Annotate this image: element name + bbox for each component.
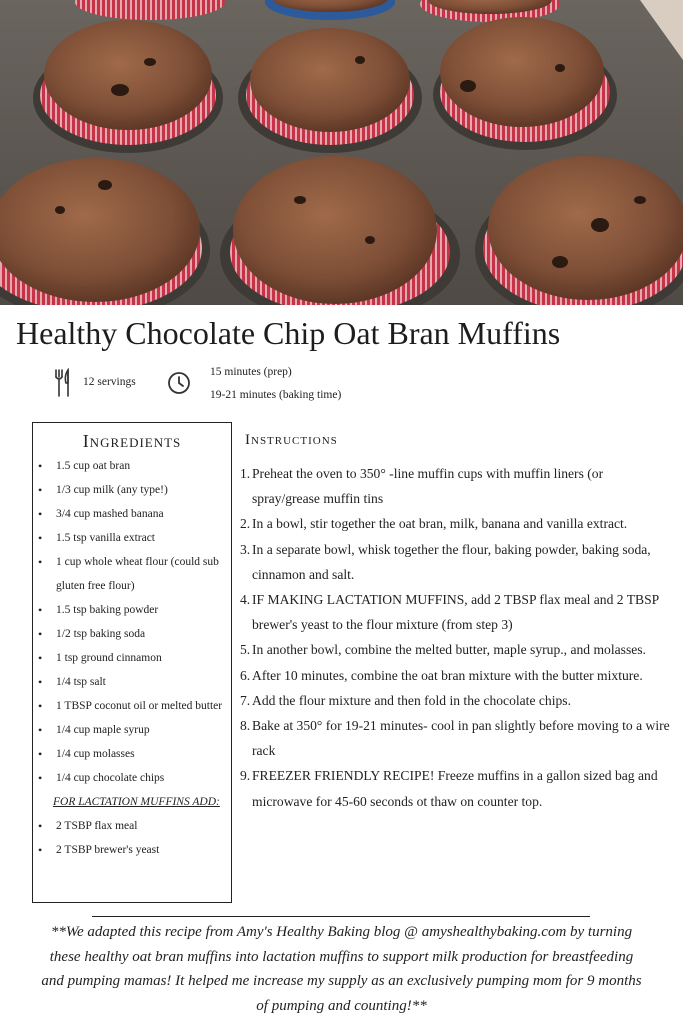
ingredient-item: • 1 cup whole wheat flour (could sub gluten free flour): [38, 550, 230, 598]
footer-divider: [92, 916, 590, 917]
step-number: 8.: [240, 718, 251, 734]
step-number: 9.: [240, 768, 251, 784]
instructions-list: [240, 461, 672, 814]
bake-time: 19-21 minutes (baking time): [210, 389, 342, 401]
instruction-step: [240, 763, 672, 813]
step-text: Preheat the oven to 350° -line muffin cups with muffin liners (or spray/grease muffin tins: [252, 466, 604, 507]
step-text: In another bowl, combine the melted butter, maple syrup., and molasses.: [252, 642, 646, 658]
step-number: 5.: [240, 642, 251, 658]
ingredient-item: • 1 tsp ground cinnamon: [38, 646, 230, 670]
step-text: In a bowl, stir together the oat bran, milk, banana and vanilla extract.: [252, 516, 628, 532]
step-text: After 10 minutes, combine the oat bran mixture with the butter mixture.: [252, 667, 643, 683]
ingredients-list: [38, 454, 230, 862]
instruction-step: [240, 511, 672, 536]
time-info: [210, 361, 341, 407]
ingredient-item: • 1/4 cup maple syrup: [38, 718, 230, 742]
step-number: 7.: [240, 692, 251, 708]
instructions-heading: Instructions: [245, 432, 338, 448]
servings: 12 servings: [83, 376, 136, 388]
muffin-photo: [0, 0, 683, 305]
footer-note: **We adapted this recipe from Amy's Healthy Baking blog @ amyshealthybaking.com by turning these healthy oat bran muffins into lactation muffins to support milk production for breastfeeding and pumping mamas! It helped me increase my supply as an exclusively pumping mom for 9 months of pumping and counting!**: [41, 924, 642, 1014]
ingredient-item: • 1 TBSP coconut oil or melted butter: [38, 694, 230, 718]
lactation-item: • 2 TSBP brewer's yeast: [38, 838, 230, 862]
step-number: 1.: [240, 466, 251, 481]
ingredient-item: • 1/2 tsp baking soda: [38, 622, 230, 646]
ingredient-item: • 1/4 tsp salt: [38, 670, 230, 694]
step-text: FREEZER FRIENDLY RECIPE! Freeze muffins in a gallon sized bag and microwave for 45-60 seconds ot thaw on counter top.: [252, 768, 658, 809]
ingredient-item: • 1/4 cup chocolate chips: [38, 766, 230, 790]
ingredient-item: • 1.5 tsp vanilla extract: [38, 526, 230, 550]
ingredient-item: • 1/3 cup milk (any type!): [38, 478, 230, 502]
ingredients-heading: Ingredients: [82, 431, 182, 451]
ingredient-item: • 1.5 tsp baking powder: [38, 598, 230, 622]
lactation-item: • 2 TSBP flax meal: [38, 814, 230, 838]
ingredients-box: [32, 422, 232, 903]
instruction-step: [240, 461, 672, 511]
step-text: Bake at 350° for 19-21 minutes- cool in pan slightly before moving to a wire rack: [252, 718, 670, 759]
step-number: 2.: [240, 516, 251, 532]
step-number: 3.: [240, 541, 251, 557]
fork-knife-icon: [54, 368, 72, 402]
lactation-heading: FOR LACTATION MUFFINS ADD:: [53, 796, 220, 808]
instruction-step: [240, 537, 672, 587]
step-text: In a separate bowl, whisk together the flour, baking powder, baking soda, cinnamon and salt.: [252, 541, 651, 582]
clock-icon: [167, 371, 191, 399]
step-text: IF MAKING LACTATION MUFFINS, add 2 TBSP flax meal and 2 TBSP brewer's yeast to the flour mixture (from step 3): [252, 592, 659, 633]
ingredient-item: • 1.5 cup oat bran: [38, 454, 230, 478]
step-number: 4.: [240, 592, 251, 608]
instruction-step: [240, 637, 672, 662]
instruction-step: [240, 663, 672, 688]
step-number: 6.: [240, 667, 251, 683]
step-text: Add the flour mixture and then fold in the chocolate chips.: [252, 692, 571, 708]
ingredient-item: • 1/4 cup molasses: [38, 742, 230, 766]
ingredient-item: • 3/4 cup mashed banana: [38, 502, 230, 526]
instruction-step: [240, 587, 672, 637]
prep-time: 15 minutes (prep): [210, 366, 292, 378]
instruction-step: [240, 688, 672, 713]
instruction-step: [240, 713, 672, 763]
recipe-title: Healthy Chocolate Chip Oat Bran Muffins: [16, 315, 561, 351]
